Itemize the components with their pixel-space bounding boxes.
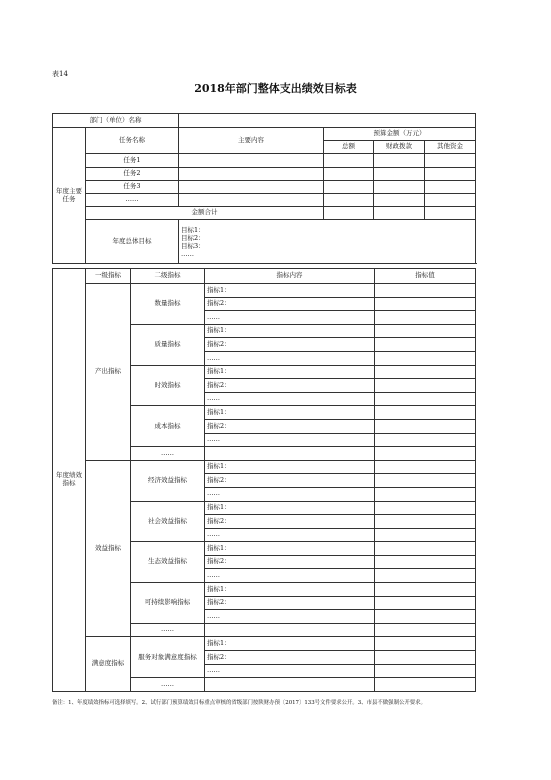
- indicator-value-cell: [375, 583, 476, 597]
- dept-name-value: [179, 114, 476, 128]
- indicator-item: ……: [205, 433, 375, 447]
- budget-amount-header: 预算金额（万元）: [324, 128, 476, 141]
- indicator-value-cell: [375, 284, 476, 298]
- indicator-value-cell: [375, 419, 476, 433]
- other-funds-header: 其他资金: [425, 141, 476, 154]
- indicator-item: 指标1：: [205, 501, 375, 515]
- amount-total-label: 金额合计: [86, 207, 324, 220]
- indicator-content-header: 指标内容: [205, 269, 375, 284]
- indicator-value-cell: [375, 623, 476, 637]
- indicator-value-cell: [375, 460, 476, 474]
- goal-line: 目标3：: [181, 241, 205, 250]
- indicator-item: 指标1：: [205, 365, 375, 379]
- fiscal-header: 财政拨款: [374, 141, 425, 154]
- level2-more: ……: [131, 447, 205, 461]
- indicator-item: ……: [205, 351, 375, 365]
- indicator-item: 指标1：: [205, 284, 375, 298]
- level2-indicator-label: 服务对象满意度指标: [131, 637, 205, 678]
- indicator-item: ……: [205, 664, 375, 678]
- level2-indicator-label: 生态效益指标: [131, 542, 205, 583]
- goal-line: ……: [181, 249, 194, 258]
- output-indicators-label: 产出指标: [86, 284, 131, 461]
- footnote: 备注：1、年度绩效指标可选择填写。2、试行部门预算绩效目标重点审核的省级部门按陕财办预〔2017〕133号文件要求公开。3、市县不做强制公开要求。: [52, 700, 426, 706]
- indicator-item-empty: [205, 678, 375, 692]
- indicator-item: 指标2：: [205, 419, 375, 433]
- level2-indicator-label: 时效指标: [131, 365, 205, 406]
- indicator-value-cell: [375, 487, 476, 501]
- indicator-item-empty: [205, 447, 375, 461]
- level2-more: ……: [131, 678, 205, 692]
- indicator-item: 指标2：: [205, 596, 375, 610]
- indicator-item: 指标2：: [205, 651, 375, 665]
- indicator-item: 指标1：: [205, 324, 375, 338]
- indicator-value-cell: [375, 297, 476, 311]
- indicator-value-cell: [375, 528, 476, 542]
- indicator-value-cell: [375, 610, 476, 624]
- indicator-item: 指标2：: [205, 474, 375, 488]
- indicator-value-cell: [375, 406, 476, 420]
- annual-goals-content: [179, 220, 476, 264]
- indicator-item: 指标1：: [205, 406, 375, 420]
- indicator-item: ……: [205, 528, 375, 542]
- annual-tasks-label: 年度主要任务: [53, 128, 86, 264]
- indicator-value-cell: [375, 324, 476, 338]
- indicator-item: ……: [205, 311, 375, 325]
- indicator-item-empty: [205, 623, 375, 637]
- page-title: 2018年部门整体支出绩效目标表: [194, 82, 357, 95]
- indicator-value-cell: [375, 379, 476, 393]
- indicator-value-cell: [375, 433, 476, 447]
- total-header: 总额: [324, 141, 374, 154]
- indicator-value-cell: [375, 474, 476, 488]
- dept-name-label: 部门（单位）名称: [53, 114, 179, 128]
- budget-table: [52, 113, 476, 264]
- indicator-value-cell: [375, 515, 476, 529]
- indicator-item: 指标1：: [205, 542, 375, 556]
- indicator-item: 指标2：: [205, 555, 375, 569]
- task-row-label: ……: [86, 194, 179, 207]
- indicator-table: [52, 268, 476, 692]
- indicator-value-cell: [375, 501, 476, 515]
- goal-line: 目标1：: [181, 225, 205, 234]
- annual-goals-label: 年度总体目标: [86, 220, 179, 264]
- indicator-item: ……: [205, 392, 375, 406]
- level2-indicator-label: 数量指标: [131, 284, 205, 325]
- level2-indicator-label: 可持续影响指标: [131, 583, 205, 624]
- table-number: 表14: [52, 70, 68, 78]
- annual-indicators-label: 年度绩效指标: [53, 269, 86, 692]
- indicator-value-header: 指标值: [375, 269, 476, 284]
- indicator-item: ……: [205, 487, 375, 501]
- indicator-item: 指标2：: [205, 297, 375, 311]
- benefit-indicators-label: 效益指标: [86, 460, 131, 637]
- level2-more: ……: [131, 623, 205, 637]
- indicator-item: 指标2：: [205, 338, 375, 352]
- indicator-value-cell: [375, 392, 476, 406]
- indicator-value-cell: [375, 542, 476, 556]
- level2-indicator-label: 经济效益指标: [131, 460, 205, 501]
- indicator-item: ……: [205, 569, 375, 583]
- indicator-value-cell: [375, 569, 476, 583]
- level2-indicator-label: 成本指标: [131, 406, 205, 447]
- indicator-item: 指标1：: [205, 583, 375, 597]
- indicator-item: 指标2：: [205, 379, 375, 393]
- indicator-value-cell: [375, 338, 476, 352]
- indicator-value-cell: [375, 637, 476, 651]
- indicator-value-cell: [375, 351, 476, 365]
- indicator-value-cell: [375, 447, 476, 461]
- indicator-value-cell: [375, 651, 476, 665]
- task-row-label: 任务1: [86, 154, 179, 168]
- level2-header: 二级指标: [131, 269, 205, 284]
- indicator-item: 指标2：: [205, 515, 375, 529]
- indicator-value-cell: [375, 365, 476, 379]
- indicator-item: 指标1：: [205, 460, 375, 474]
- level2-indicator-label: 质量指标: [131, 324, 205, 365]
- indicator-value-cell: [375, 664, 476, 678]
- main-content-header: 主要内容: [179, 128, 324, 154]
- task-name-header: 任务名称: [86, 128, 179, 154]
- indicator-value-cell: [375, 596, 476, 610]
- task-row-label: 任务2: [86, 168, 179, 181]
- indicator-item: ……: [205, 610, 375, 624]
- indicator-value-cell: [375, 555, 476, 569]
- level2-indicator-label: 社会效益指标: [131, 501, 205, 542]
- level1-header: 一级指标: [86, 269, 131, 284]
- goal-line: 目标2：: [181, 233, 205, 242]
- task-row-label: 任务3: [86, 181, 179, 194]
- indicator-item: 指标1：: [205, 637, 375, 651]
- indicator-value-cell: [375, 311, 476, 325]
- indicator-value-cell: [375, 678, 476, 692]
- satisfaction-indicators-label: 满意度指标: [86, 637, 131, 691]
